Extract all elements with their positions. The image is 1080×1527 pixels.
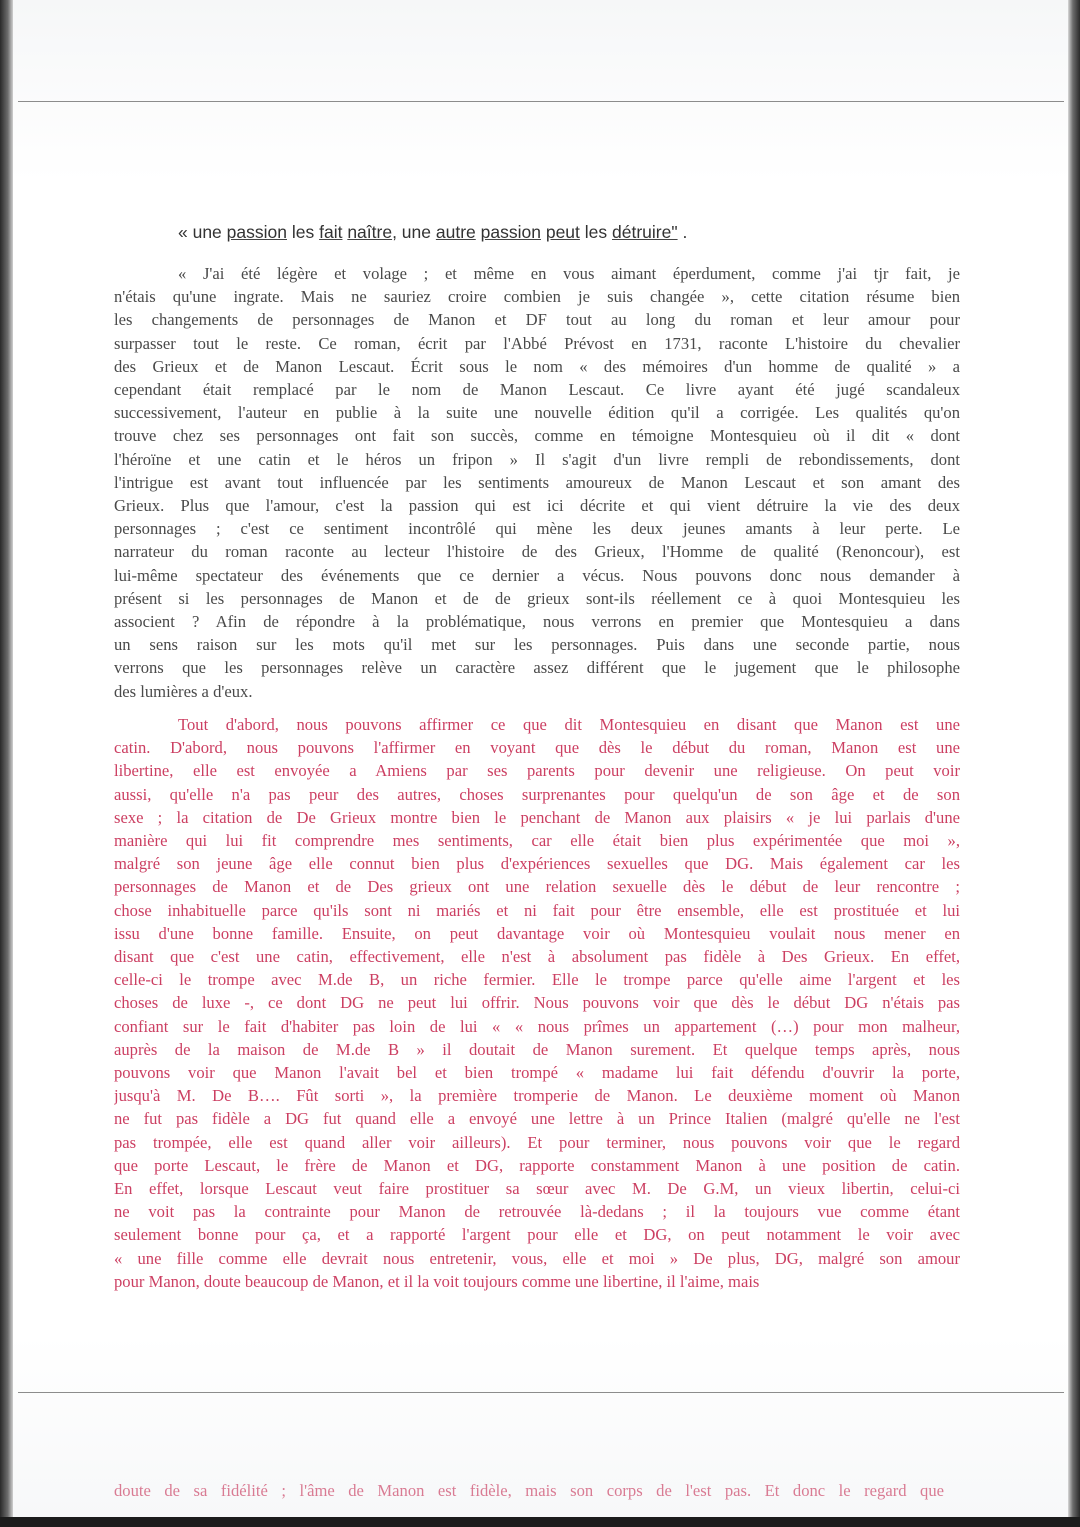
text-line: personnages ; c'est ce sentiment incontrôlé qui mène les deux jeunes amants à leur perte. Le <box>114 519 960 539</box>
text-line: ne voit pas la contrainte pour Manon de retrouvée là-dedans ; il la toujours vue comme étant <box>114 1202 960 1222</box>
text-line: que porte Lescaut, le frère de Manon et DG, rapporte constamment Manon à une position de catin. <box>114 1155 960 1175</box>
scan-bottom-edge <box>0 1517 1080 1527</box>
text-line: associent ? Afin de répondre à la problématique, nous verrons en premier que Montesquieu a dans <box>114 612 960 632</box>
text-line: surpasser tout le reste. Ce roman, écrit par l'Abbé Prévost en 1731, raconte L'histoire du chevalier <box>114 333 960 353</box>
text-line: « une fille comme elle devrait nous entretenir, vous, elle et moi » De plus, DG, malgré son amour <box>114 1248 960 1268</box>
text-line: pouvons voir que Manon l'avait bel et bien trompé « madame lui fait défendu d'ouvrir la porte, <box>114 1063 960 1083</box>
underlined-word: peut <box>545 222 580 242</box>
text-line: ne fut pas fidèle a DG fut quand elle a envoyé une lettre à un Prince Italien (malgré qu'elle ne l'est <box>114 1109 960 1129</box>
text-line: sexe ; la citation de De Grieux montre bien le penchant de Manon aux plaisirs « je lui parlais d'une <box>114 807 960 827</box>
text-line: pas trompée, elle est quand aller voir ailleurs). Et pour terminer, nous pouvons voir que le regard <box>114 1132 960 1152</box>
text-line: l'héroïne et une catin et le héros un fripon » Il s'agit d'un livre rempli de rebondissements, dont <box>114 449 960 469</box>
first-part-paragraph <box>114 713 960 1293</box>
text-line: catin. D'abord, nous pouvons l'affirmer en voyant que dès le début du roman, Manon est une <box>114 738 960 758</box>
title-text: « une <box>178 222 227 242</box>
text-line: jusqu'à M. De B…. Fût sorti », la première tromperie de Manon. Le deuxième moment où Manon <box>114 1086 960 1106</box>
text-line: Grieux. Plus que l'amour, c'est la passion qui est ici décrite et qui vient détruire la vie des deux <box>114 496 960 516</box>
text-line: n'étais qu'une ingrate. Mais ne sauriez croire combien je suis changée », cette citation résume bien <box>114 287 960 307</box>
text-line: « J'ai été légère et volage ; et même en vous aimant éperdument, comme j'ai tjr fait, je <box>178 264 960 283</box>
underlined-word: autre <box>435 222 476 242</box>
text-line: personnages de Manon et de Des grieux ont une relation sexuelle dès le début de leur rencontre ; <box>114 877 960 897</box>
text-line: choses de luxe -, ce dont DG ne peut lui offrir. Nous pouvons voir que dès le début DG n'étais pas <box>114 993 960 1013</box>
title-text: les <box>286 222 320 242</box>
title-text: les <box>579 222 613 242</box>
text-line: manière qui lui fit comprendre mes sentiments, car elle était bien plus expérimentée que moi », <box>114 831 960 851</box>
essay-title-quote <box>178 222 878 243</box>
text-line: seulement bonne pour ça, et a rapporté l'argent pour elle et DG, on peut notamment le voir avec <box>114 1225 960 1245</box>
next-page-continuation-line: doute de sa fidélité ; l'âme de Manon est fidèle, mais son corps de l'est pas. Et donc le regard que <box>114 1481 944 1500</box>
underlined-word: fait <box>319 222 343 242</box>
title-text: . <box>677 222 688 242</box>
text-line: issu d'une bonne famille. Ensuite, on peut davantage voir où Montesquieu voulait nous mener en <box>114 923 960 943</box>
text-line: verrons que les personnages relève un caractère assez différent que le jugement que le philosophe <box>114 658 960 678</box>
underlined-word: passion <box>480 222 541 242</box>
text-line: malgré son jeune âge elle connut bien plus d'expériences sexuelles que DG. Mais également car les <box>114 854 960 874</box>
text-line: pour Manon, doute beaucoup de Manon, et il la voit toujours comme une libertine, il l'aime, mais <box>114 1271 760 1291</box>
text-line: cependant était remplacé par le nom de Manon Lescaut. Ce livre ayant été jugé scandaleux <box>114 380 960 400</box>
underlined-word: passion <box>226 222 287 242</box>
text-line: disant que c'est une catin, effectivement, elle n'est à absolument pas fidèle à Des Grieux. En effet, <box>114 947 960 967</box>
text-line: Tout d'abord, nous pouvons affirmer ce que dit Montesquieu en disant que Manon est une <box>178 715 960 734</box>
underlined-word: naître <box>347 222 393 242</box>
underlined-word: détruire" <box>612 222 678 242</box>
text-line: un sens raison sur les mots qu'il met sur les personnages. Puis dans une seconde partie, nous <box>114 635 960 655</box>
text-line: trouve chez ses personnages ont fait son succès, comme en témoigne Montesquieu où il dit « dont <box>114 426 960 446</box>
text-line: celle-ci le trompe avec M.de B, un riche fermier. Elle le trompe parce qu'elle aime l'argent et les <box>114 970 960 990</box>
text-line: En effet, lorsque Lescaut veut faire prostituer sa sœur avec M. De G.M, un vieux libertin, celui-ci <box>114 1179 960 1199</box>
title-text: , une <box>392 222 436 242</box>
introduction-paragraph <box>114 262 960 703</box>
text-line: aussi, qu'elle n'a pas peur des autres, choses surprenantes pour quelqu'un de son âge et de son <box>114 784 960 804</box>
text-line: les changements de personnages de Manon et DF tout au long du roman et leur amour pour <box>114 310 960 330</box>
text-line: présent si les personnages de Manon et de de grieux sont-ils réellement ce à quoi Montesquieu les <box>114 588 960 608</box>
text-line: lui-même spectateur des événements que ce dernier a vécus. Nous pouvons donc nous demander à <box>114 565 960 585</box>
text-line: des lumières a d'eux. <box>114 681 253 701</box>
text-line: confiant sur le fait d'habiter pas loin de lui « « nous prîmes un appartement (…) pour mon malheur, <box>114 1016 960 1036</box>
text-line: libertine, elle est envoyée a Amiens par ses parents pour devenir une religieuse. On peut voir <box>114 761 960 781</box>
scan-right-edge <box>1068 0 1080 1527</box>
text-line: l'intrigue est avant tout influencée par les sentiments amoureux de Manon Lescaut et son amant des <box>114 472 960 492</box>
page-separator-top <box>18 101 1064 102</box>
page-separator-bottom <box>18 1392 1064 1393</box>
text-line: des Grieux et de Manon Lescaut. Écrit sous le nom « des mémoires d'un homme de qualité » a <box>114 356 960 376</box>
scan-left-edge <box>0 0 13 1527</box>
text-line: successivement, l'auteur en publie à la suite une nouvelle édition qu'il a corrigée. Les qualités qu'on <box>114 403 960 423</box>
text-line: chose inhabituelle parce qu'ils sont ni mariés et ni fait pour être ensemble, elle est prostituée et lui <box>114 900 960 920</box>
text-line: narrateur du roman raconte au lecteur l'histoire de des Grieux, l'Homme de qualité (Renoncour), est <box>114 542 960 562</box>
text-line: auprès de la maison de M.de B » il doutait de Manon surement. Et quelque temps après, nous <box>114 1039 960 1059</box>
